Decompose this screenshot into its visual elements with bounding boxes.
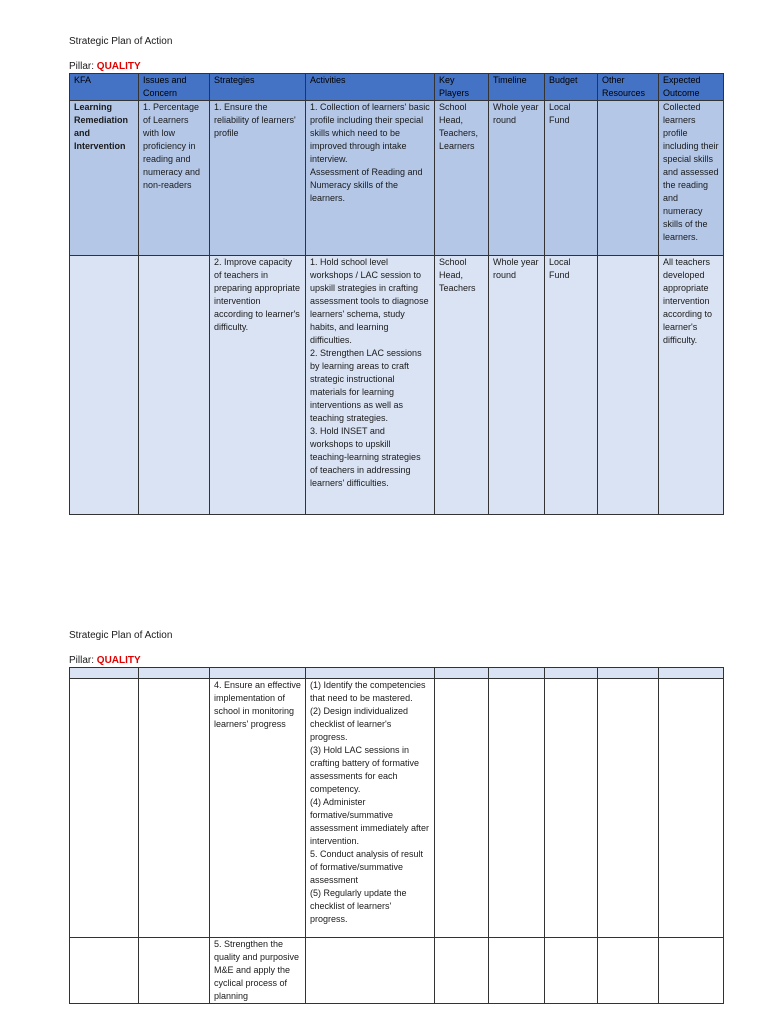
cell-kfa: [70, 679, 139, 938]
document-title: Strategic Plan of Action: [69, 630, 173, 641]
cell-budget: Local Fund: [545, 101, 598, 256]
header-kfa: KFA: [70, 74, 139, 101]
cell-other-resources: [598, 256, 659, 515]
pillar-line: [69, 61, 141, 72]
table-header-row-empty: [70, 668, 724, 679]
header-cell: [545, 668, 598, 679]
cell-strategy: 1. Ensure the reliability of learners' profile: [210, 101, 306, 256]
cell-activities: 1. Collection of learners' basic profile including their special skills which need to be improved through intake interview. Assessment of Reading and Numeracy skills of the learners.: [306, 101, 435, 256]
cell-activities: [306, 938, 435, 1004]
pillar-label: Pillar:: [69, 61, 95, 72]
pillar-value: QUALITY: [96, 61, 141, 72]
cell-issue: [139, 256, 210, 515]
cell-expected-outcome: Collected learners profile including their special skills and assessed the reading and numeracy skills of the learners.: [659, 101, 724, 256]
cell-key-players: [435, 679, 489, 938]
cell-budget: [545, 938, 598, 1004]
cell-strategy: 4. Ensure an effective implementation of school in monitoring learners' progress: [210, 679, 306, 938]
header-expected-outcome: Expected Outcome: [659, 74, 724, 101]
header-budget: Budget: [545, 74, 598, 101]
cell-activities: 1. Hold school level workshops / LAC session to upskill strategies in crafting assessment tools to diagnose learners' schema, study habits, and learning difficulties. 2. Strengthen LAC sessions by learning areas to craft strategic instructional materials for learning interventions as well as teaching strategies. 3. Hold INSET and workshops to upskill teaching-learning strategies of teachers in addressing learners' difficulties.: [306, 256, 435, 515]
header-cell: [210, 668, 306, 679]
pillar-line: [69, 655, 141, 666]
header-issues: Issues and Concern: [139, 74, 210, 101]
header-cell: [598, 668, 659, 679]
header-cell: [70, 668, 139, 679]
pillar-label: Pillar:: [69, 655, 95, 666]
cell-key-players: School Head, Teachers, Learners: [435, 101, 489, 256]
header-cell: [306, 668, 435, 679]
cell-expected-outcome: [659, 938, 724, 1004]
cell-other-resources: [598, 938, 659, 1004]
cell-kfa: Learning Remediation and Intervention: [70, 101, 139, 256]
cell-budget: [545, 679, 598, 938]
header-strategies: Strategies: [210, 74, 306, 101]
header-other-resources: Other Resources: [598, 74, 659, 101]
table-row: [70, 101, 724, 256]
document-title: Strategic Plan of Action: [69, 36, 173, 47]
cell-timeline: Whole year round: [489, 101, 545, 256]
pillar-value: QUALITY: [96, 655, 141, 666]
cell-expected-outcome: All teachers developed appropriate intervention according to learner's difficulty.: [659, 256, 724, 515]
cell-other-resources: [598, 101, 659, 256]
table-row: [70, 256, 724, 515]
cell-strategy: 5. Strengthen the quality and purposive M&E and apply the cyclical process of planning: [210, 938, 306, 1004]
header-cell: [139, 668, 210, 679]
cell-budget: Local Fund: [545, 256, 598, 515]
header-cell: [489, 668, 545, 679]
cell-issue: 1. Percentage of Learners with low proficiency in reading and numeracy and non-readers: [139, 101, 210, 256]
header-timeline: Timeline: [489, 74, 545, 101]
strategic-plan-table-continued: [69, 667, 724, 1004]
cell-other-resources: [598, 679, 659, 938]
header-activities: Activities: [306, 74, 435, 101]
cell-kfa: [70, 256, 139, 515]
cell-key-players: [435, 938, 489, 1004]
table-header-row: [70, 74, 724, 101]
header-cell: [659, 668, 724, 679]
cell-kfa: [70, 938, 139, 1004]
cell-issue: [139, 938, 210, 1004]
cell-strategy: 2. Improve capacity of teachers in preparing appropriate intervention according to learner's difficulty.: [210, 256, 306, 515]
cell-key-players: School Head, Teachers: [435, 256, 489, 515]
cell-expected-outcome: [659, 679, 724, 938]
cell-timeline: Whole year round: [489, 256, 545, 515]
cell-issue: [139, 679, 210, 938]
strategic-plan-table: [69, 73, 724, 515]
cell-activities: (1) Identify the competencies that need to be mastered. (2) Design individualized checklist of learner's progress. (3) Hold LAC sessions in crafting battery of formative assessments for each competency. (4) Administer formative/summative assessment immediately after intervention. 5. Conduct analysis of result of formative/summative assessment (5) Regularly update the checklist of learners' progress.: [306, 679, 435, 938]
table-row: [70, 679, 724, 938]
header-cell: [435, 668, 489, 679]
cell-timeline: [489, 938, 545, 1004]
cell-timeline: [489, 679, 545, 938]
table-row: [70, 938, 724, 1004]
header-key-players: Key Players: [435, 74, 489, 101]
